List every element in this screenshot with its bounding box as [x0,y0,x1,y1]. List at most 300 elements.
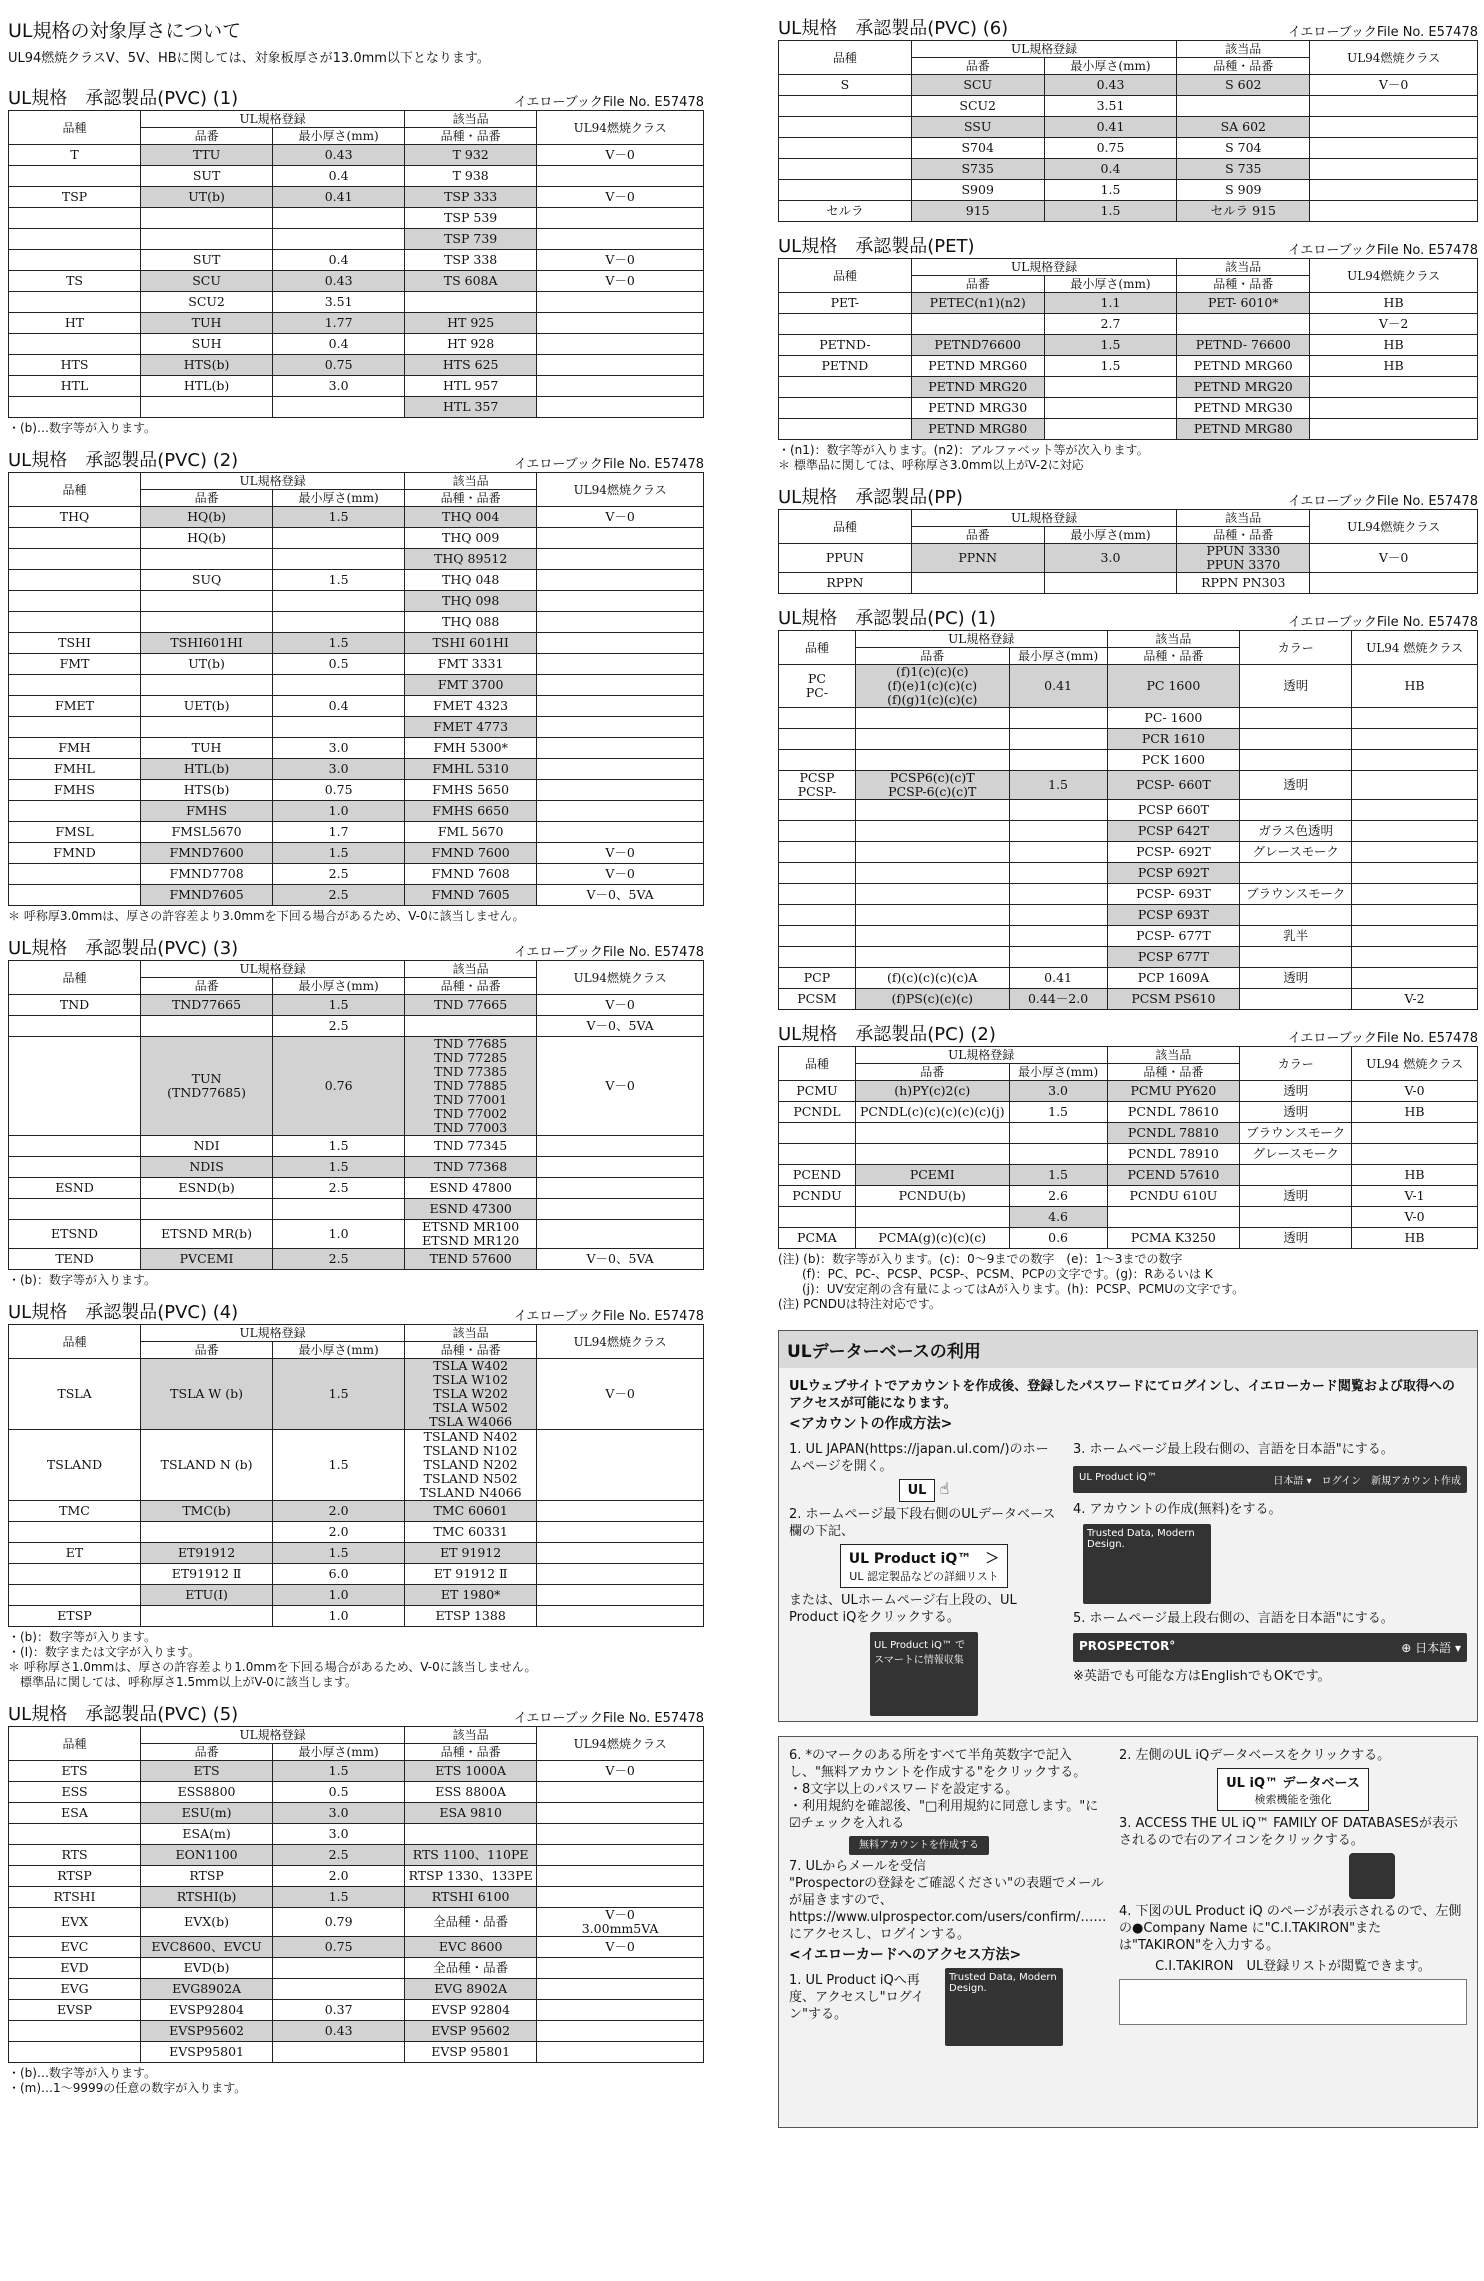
table-row [9,1199,704,1220]
table-cell: PCEND [779,1165,856,1186]
table-cell: HTS [9,355,141,376]
table-cell [9,885,141,906]
table-cell [9,1136,141,1157]
table-cell: NDIS [141,1157,273,1178]
spec-table: 品種 UL規格登録 該当品 UL94燃焼クラス 品番 最小厚さ(mm) 品種・品番 S SCU 0.43 S 602 V－0 SCU2 3.51 SSU 0.41 SA 602 S704 0.75 S 704 S735 0.4 S 735 S909 1.5 S 909 セルラ 915 1.5 セルラ 915 [778,40,1478,222]
spec-table: 品種 UL規格登録 該当品 UL94燃焼クラス 品番 最小厚さ(mm) 品種・品番 PET- PETEC(n1)(n2) 1.1 PET- 6010* HB 2.7 V－2 PETND- PETND76600 1.5 PETND- 76600 HB PETND PETND MRG60 1.5 PETND MRG60 HB PETND MRG20 PETND MRG20 PETND MRG30 PETND MRG30 PETND MRG80 PETND MRG80 [778,258,1478,440]
table-cell [9,2021,141,2042]
table-cell: RTSP [9,1866,141,1887]
table-cell: (h)PY(c)2(c) [855,1081,1009,1102]
table-cell: ET 91912 [405,1543,537,1564]
table-cell [537,570,704,591]
table-cell: TUH [141,738,273,759]
table-cell: 1.5 [273,843,405,864]
table-cell [537,1979,704,2000]
table-cell: グレースモーク [1240,1144,1352,1165]
table-row [779,1186,1478,1207]
table-row [9,717,704,738]
table-cell: 透明 [1240,1102,1352,1123]
table-cell [1177,314,1310,335]
table-cell [141,1522,273,1543]
table-row [779,1207,1478,1228]
table-cell: PETND MRG60 [911,356,1044,377]
table-row [9,675,704,696]
table-cell: 3.0 [1009,1081,1107,1102]
file-number: イエローブックFile No. E57478 [513,1711,704,1726]
table-cell: THQ 89512 [405,549,537,570]
table-row [9,1606,704,1627]
table-cell [779,159,912,180]
table-cell: PCSP 677T [1107,947,1240,968]
table-cell [1352,1144,1478,1165]
table-cell: 2.5 [273,1178,405,1199]
table-cell: ET 91912 Ⅱ [405,1564,537,1585]
table-cell [273,229,405,250]
guide-subtitle: <アカウントの作成方法> [789,1416,953,1432]
table-row [9,843,704,864]
file-number: イエローブックFile No. E57478 [1287,1031,1478,1046]
table-cell: 1.5 [273,1543,405,1564]
english-note: ※英語でも可能な方はEnglishでもOKです。 [1073,1669,1331,1684]
table-cell: 1.5 [273,633,405,654]
table-cell [537,591,704,612]
table-cell: 2.0 [273,1866,405,1887]
table-cell: PETND- [779,335,912,356]
table-cell: PCNDU [779,1186,856,1207]
table-cell [779,419,912,440]
table-cell: PETND MRG30 [911,398,1044,419]
access-subtitle: <イエローカードへのアクセス方法> [789,1947,1022,1963]
table-cell: ETU(Ⅰ) [141,1585,273,1606]
table-cell: RTSHI [9,1887,141,1908]
table-cell: S909 [911,180,1044,201]
table-cell [537,313,704,334]
table-cell: FMHS 6650 [405,801,537,822]
table-cell [1009,800,1107,821]
table-row [9,145,704,166]
section-pvc5 [8,1700,704,2096]
table-cell: V－2 [1310,314,1478,335]
table-cell: V-0 [1352,1207,1478,1228]
table-cell: PCSP- 692T [1107,842,1240,863]
table-row [9,250,704,271]
table-cell: PCSP- 693T [1107,884,1240,905]
table-row [779,905,1478,926]
table-cell: SCU [911,75,1044,96]
iq-database-button[interactable]: UL iQ™ データベース 検索機能を強化 [1217,1768,1369,1811]
table-cell: UET(b) [141,696,273,717]
table-cell: V－0 [537,507,704,528]
table-cell: S 602 [1177,75,1310,96]
table-cell: FMET 4773 [405,717,537,738]
table-cell: ET [9,1543,141,1564]
table-cell: 0.4 [273,334,405,355]
table-cell [1044,377,1177,398]
access-step-4: 4. 下図のUL Product iQ のページが表示されるので、左側の●Company Name に"C.I.TAKIRON"または"TAKIRON"を入力する。 [1119,1904,1462,1953]
table-cell [1044,573,1177,594]
table-cell: PCSM PS610 [1107,989,1240,1010]
table-cell: HB [1352,1165,1478,1186]
table-cell [779,708,856,729]
section-pc2 [778,1020,1478,1312]
table-cell: (f)1(c)(c)(c) (f)(e)1(c)(c)(c) (f)(g)1(c)(c)(c) [855,665,1009,708]
table-cell [1240,947,1352,968]
table-cell: PCMU [779,1081,856,1102]
table-cell: PCSP- 660T [1107,771,1240,800]
table-row [9,1430,704,1501]
table-cell: FMET 4323 [405,696,537,717]
table-cell [1310,419,1478,440]
table-cell: 0.6 [1009,1228,1107,1249]
table-cell: TSLA W402 TSLA W102 TSLA W202 TSLA W502 TSLA W4066 [405,1359,537,1430]
right-column [778,14,1478,2128]
table-cell: 2.7 [1044,314,1177,335]
table-cell [141,229,273,250]
table-cell: V－0 [1310,544,1478,573]
table-cell [9,166,141,187]
product-iq-button[interactable]: UL Product iQ™ ＞ UL 認定製品などの詳細リスト [840,1544,1009,1588]
table-cell: PCMA(g)(c)(c)(c) [855,1228,1009,1249]
table-row [9,738,704,759]
spec-table: 品種 UL規格登録 該当品 UL94燃焼クラス 品番 最小厚さ(mm) 品種・品番 ETS ETS 1.5 ETS 1000A V－0 ESS ESS8800 0.5 ESS 8800A ESA ESU(m) 3.0 ESA 9810 ESA(m) 3.0 RTS EON1100 2.5 RTS 1100、110PE RTSP RTSP 2.0 RTSP 1330、133PE RTSHI RTSHI(b) 1.5 RTSHI 6100 EVX EVX(b) 0.79 全品種・品番 V－0 3.00mm5VA EVC EVC8600、EVCU 0.75 EVC 8600 V－0 EVD EVD(b) 全品種・品番 EVG EVG8902A EVG 8902A EVSP EVSP92804 0.37 EVSP 92804 EVSP95602 0.43 EVSP 95602 EVSP95801 EVSP 95801 [8,1726,704,2063]
table-cell: ET91912 Ⅱ [141,1564,273,1585]
table-cell: FMND7600 [141,843,273,864]
table-cell: 3.51 [1044,96,1177,117]
table-cell: PCSM [779,989,856,1010]
table-row [9,1887,704,1908]
table-cell: PCNDU 610U [1107,1186,1240,1207]
table-cell: TMC(b) [141,1501,273,1522]
table-cell [911,573,1044,594]
table-cell [9,1585,141,1606]
table-cell: EVSP95801 [141,2042,273,2063]
table-cell [1009,905,1107,926]
table-cell [537,717,704,738]
section-title: UL規格 承認製品(PVC) (6) [778,18,1009,39]
table-row [779,729,1478,750]
table-cell: 1.5 [1009,771,1107,800]
table-cell: HB [1310,335,1478,356]
table-cell: S 909 [1177,180,1310,201]
table-row [779,314,1478,335]
table-row [9,612,704,633]
table-cell: PCK 1600 [1107,750,1240,771]
table-cell [1240,905,1352,926]
table-cell [1009,1144,1107,1165]
table-cell: SCU2 [141,292,273,313]
table-cell [779,947,856,968]
section-title: UL規格 承認製品(PP) [778,487,963,508]
table-cell: 1.5 [1044,335,1177,356]
table-cell: V－0 [537,187,704,208]
section-title: UL規格 承認製品(PC) (1) [778,608,996,629]
table-cell: PCSP 660T [1107,800,1240,821]
table-cell: HTL 957 [405,376,537,397]
table-cell [1352,771,1478,800]
login-screenshot: Trusted Data, Modern Design. [945,1968,1063,2046]
step-7: 7. ULからメールを受信 "Prospectorの登録をご確認ください"の表題でメールが届きますので、https://www.ulprospector.com/users/confirm/……にアクセスし、ログインする。 [789,1859,1107,1942]
table-cell: V－0 [537,864,704,885]
table-cell [1240,1207,1352,1228]
table-cell [9,1016,141,1037]
table-row [779,180,1478,201]
table-cell [1352,884,1478,905]
table-cell: EVG8902A [141,1979,273,2000]
table-cell: PPUN [779,544,912,573]
table-cell [1310,201,1478,222]
table-cell [273,528,405,549]
file-number: イエローブックFile No. E57478 [1287,243,1478,258]
table-cell [1009,884,1107,905]
table-cell: EVX [9,1908,141,1937]
table-cell: ESA(m) [141,1824,273,1845]
table-cell: 2.6 [1009,1186,1107,1207]
table-row [9,759,704,780]
table-cell: PETND MRG30 [1177,398,1310,419]
table-row [9,1220,704,1249]
table-cell [779,1144,856,1165]
table-cell: ESND 47800 [405,1178,537,1199]
table-cell [779,729,856,750]
table-row [9,313,704,334]
table-cell: 3.51 [273,292,405,313]
table-cell: RPPN [779,573,912,594]
table-row [9,1249,704,1270]
table-cell [1009,708,1107,729]
table-cell: ET91912 [141,1543,273,1564]
table-cell: 2.5 [273,1016,405,1037]
table-cell [537,1887,704,1908]
table-cell: THQ 048 [405,570,537,591]
section-pvc3 [8,934,704,1288]
table-row [779,419,1478,440]
table-cell [855,884,1009,905]
table-cell: PCSP- 677T [1107,926,1240,947]
table-cell [1009,926,1107,947]
pointer-hand-icon: ☝ [939,1479,950,1498]
table-cell: V－0、5VA [537,885,704,906]
table-row [9,271,704,292]
table-row [9,334,704,355]
table-cell [9,292,141,313]
table-cell: FMHS 5650 [405,780,537,801]
table-cell [1352,708,1478,729]
table-cell: ESS8800 [141,1782,273,1803]
table-cell: 0.43 [273,2021,405,2042]
table-cell: 1.5 [1009,1102,1107,1123]
table-cell [537,1866,704,1887]
table-cell: S 704 [1177,138,1310,159]
access-step-2: 2. 左側のUL iQデータベースをクリックする。 [1119,1748,1391,1763]
table-row [779,75,1478,96]
table-cell: PCNDL(c)(c)(c)(c)(c)(j) [855,1102,1009,1123]
table-cell: FMH 5300* [405,738,537,759]
table-cell: PCMA K3250 [1107,1228,1240,1249]
table-cell: PETND MRG80 [911,419,1044,440]
section-pp [778,483,1478,594]
table-cell [1352,926,1478,947]
table-cell: 0.5 [273,1782,405,1803]
table-cell [1107,1207,1240,1228]
table-cell: 1.0 [273,1220,405,1249]
table-cell: HB [1352,1228,1478,1249]
table-cell: FMND [9,843,141,864]
access-step-1: 1. UL Product iQへ再度、アクセスし"ログイン"する。 [789,1973,924,2022]
table-cell: EVSP 95801 [405,2042,537,2063]
spec-table: 品種 UL規格登録 該当品 カラー UL94 燃焼クラス 品番 最小厚さ(mm) 品種・品番 PCMU (h)PY(c)2(c) 3.0 PCMU PY620 透明 V-0 PCNDL PCNDL(c)(c)(c)(c)(c)(j) 1.5 PCNDL 78610 透明 HB PCNDL 78810 ブラウンスモーク PCNDL 78910 グレースモーク PCEND PCEMI 1.5 PCEND 57610 HB PCNDU PCNDU(b) 2.6 PCNDU 610U 透明 V-1 4.6 V-0 PCMA PCMA(g)(c)(c)(c) 0.6 PCMA K3250 透明 HB [778,1046,1478,1249]
file-number: イエローブックFile No. E57478 [513,1309,704,1324]
table-cell [779,926,856,947]
table-cell: 1.5 [273,1359,405,1430]
table-cell [537,1157,704,1178]
ul-logo-button[interactable]: UL [899,1479,936,1502]
free-account-button[interactable]: 無料アカウントを作成する [849,1836,989,1855]
table-cell [9,1564,141,1585]
table-cell [9,208,141,229]
section-header [778,232,1478,258]
table-row [9,1803,704,1824]
table-cell [537,1803,704,1824]
table-cell: RTS 1100、110PE [405,1845,537,1866]
table-cell: ESA 9810 [405,1803,537,1824]
table-row [9,292,704,313]
table-cell [1310,117,1478,138]
table-cell [1352,800,1478,821]
table-cell: RTSHI 6100 [405,1887,537,1908]
table-cell [537,1606,704,1627]
table-cell: SSU [911,117,1044,138]
table-cell: PCR 1610 [1107,729,1240,750]
table-cell: HT [9,313,141,334]
table-row [779,1165,1478,1186]
table-row [9,1501,704,1522]
table-cell [855,905,1009,926]
table-cell: 1.5 [273,507,405,528]
section-notes: ・(b)：数字等が入ります。 ・(Ⅰ)：数字または文字が入ります。 ＊ 呼称厚さ1.0mmは、厚さの許容差より1.0mmを下回る場合があるため、V-0に該当しません。 標準品に関しては、呼称厚さ1.5mm以上がV-0に該当します。 [8,1630,537,1689]
table-cell: HQ(b) [141,507,273,528]
table-cell [1310,398,1478,419]
table-cell [141,1606,273,1627]
table-cell: ガラス色透明 [1240,821,1352,842]
table-cell: RTSP [141,1866,273,1887]
table-cell [141,675,273,696]
table-row [9,780,704,801]
table-cell: ETS [9,1761,141,1782]
table-row [9,549,704,570]
table-cell: 0.43 [273,145,405,166]
section-title: UL規格 承認製品(PVC) (2) [8,450,239,471]
table-cell [537,1543,704,1564]
table-cell: 1.77 [273,313,405,334]
database-icon[interactable] [1349,1853,1395,1899]
section-notes: ・(b)…数字等が入ります。 [8,421,157,435]
table-cell [537,822,704,843]
table-row [779,96,1478,117]
table-row [779,842,1478,863]
table-cell [537,2000,704,2021]
table-cell: TSLA W (b) [141,1359,273,1430]
table-cell: SCU [141,271,273,292]
table-cell: PCEMI [855,1165,1009,1186]
table-row [779,665,1478,708]
table-cell [1177,96,1310,117]
table-cell [1009,947,1107,968]
table-cell: FML 5670 [405,822,537,843]
table-cell: EVSP [9,2000,141,2021]
table-cell: SA 602 [1177,117,1310,138]
table-cell: EVSP95602 [141,2021,273,2042]
table-cell: FMET [9,696,141,717]
table-cell [405,292,537,313]
table-cell [1352,863,1478,884]
table-cell: HTS 625 [405,355,537,376]
table-cell: EVC [9,1937,141,1958]
table-cell: 0.4 [273,696,405,717]
table-cell: 3.0 [273,738,405,759]
table-cell [141,397,273,418]
table-cell [141,612,273,633]
table-cell [1240,708,1352,729]
yellow-card-guide [778,1736,1478,2128]
table-row [9,1016,704,1037]
step-4: 4. アカウントの作成(無料)をする。 [1073,1502,1282,1517]
table-cell: 2.5 [273,1249,405,1270]
table-cell: PCEND 57610 [1107,1165,1240,1186]
table-cell: ET 1980* [405,1585,537,1606]
table-cell: V－0 [537,1761,704,1782]
table-cell: 3.0 [273,1824,405,1845]
section-header [778,14,1478,40]
table-cell [537,1430,704,1501]
table-cell: S704 [911,138,1044,159]
table-cell: HTS(b) [141,355,273,376]
table-cell: (f)(c)(c)(c)(c)A [855,968,1009,989]
table-row [9,885,704,906]
table-cell: TS [9,271,141,292]
section-pvc2 [8,446,704,924]
table-cell [1352,842,1478,863]
table-cell [855,926,1009,947]
table-cell: RTSP 1330、133PE [405,1866,537,1887]
table-cell: EVX(b) [141,1908,273,1937]
table-cell: ESU(m) [141,1803,273,1824]
table-cell: RTS [9,1845,141,1866]
table-row [779,989,1478,1010]
table-cell: 0.4 [273,166,405,187]
table-cell [273,208,405,229]
table-cell: EVD [9,1958,141,1979]
table-cell [1240,800,1352,821]
table-cell: PC PC- [779,665,856,708]
section-title: UL規格 承認製品(PVC) (1) [8,88,239,109]
table-cell: S [779,75,912,96]
table-row [9,397,704,418]
step-2: 2. ホームページ最下段右側のULデータベース欄の下記、 [789,1507,1056,1539]
table-cell [537,1564,704,1585]
table-row [9,822,704,843]
table-cell: 1.5 [1044,201,1177,222]
table-cell: TSHI [9,633,141,654]
table-cell: HB [1352,665,1478,708]
table-cell [779,180,912,201]
table-cell [537,1522,704,1543]
table-cell [855,947,1009,968]
table-row [9,1522,704,1543]
table-cell: HTS(b) [141,780,273,801]
table-row [779,1081,1478,1102]
table-cell [1310,573,1478,594]
table-row [9,995,704,1016]
